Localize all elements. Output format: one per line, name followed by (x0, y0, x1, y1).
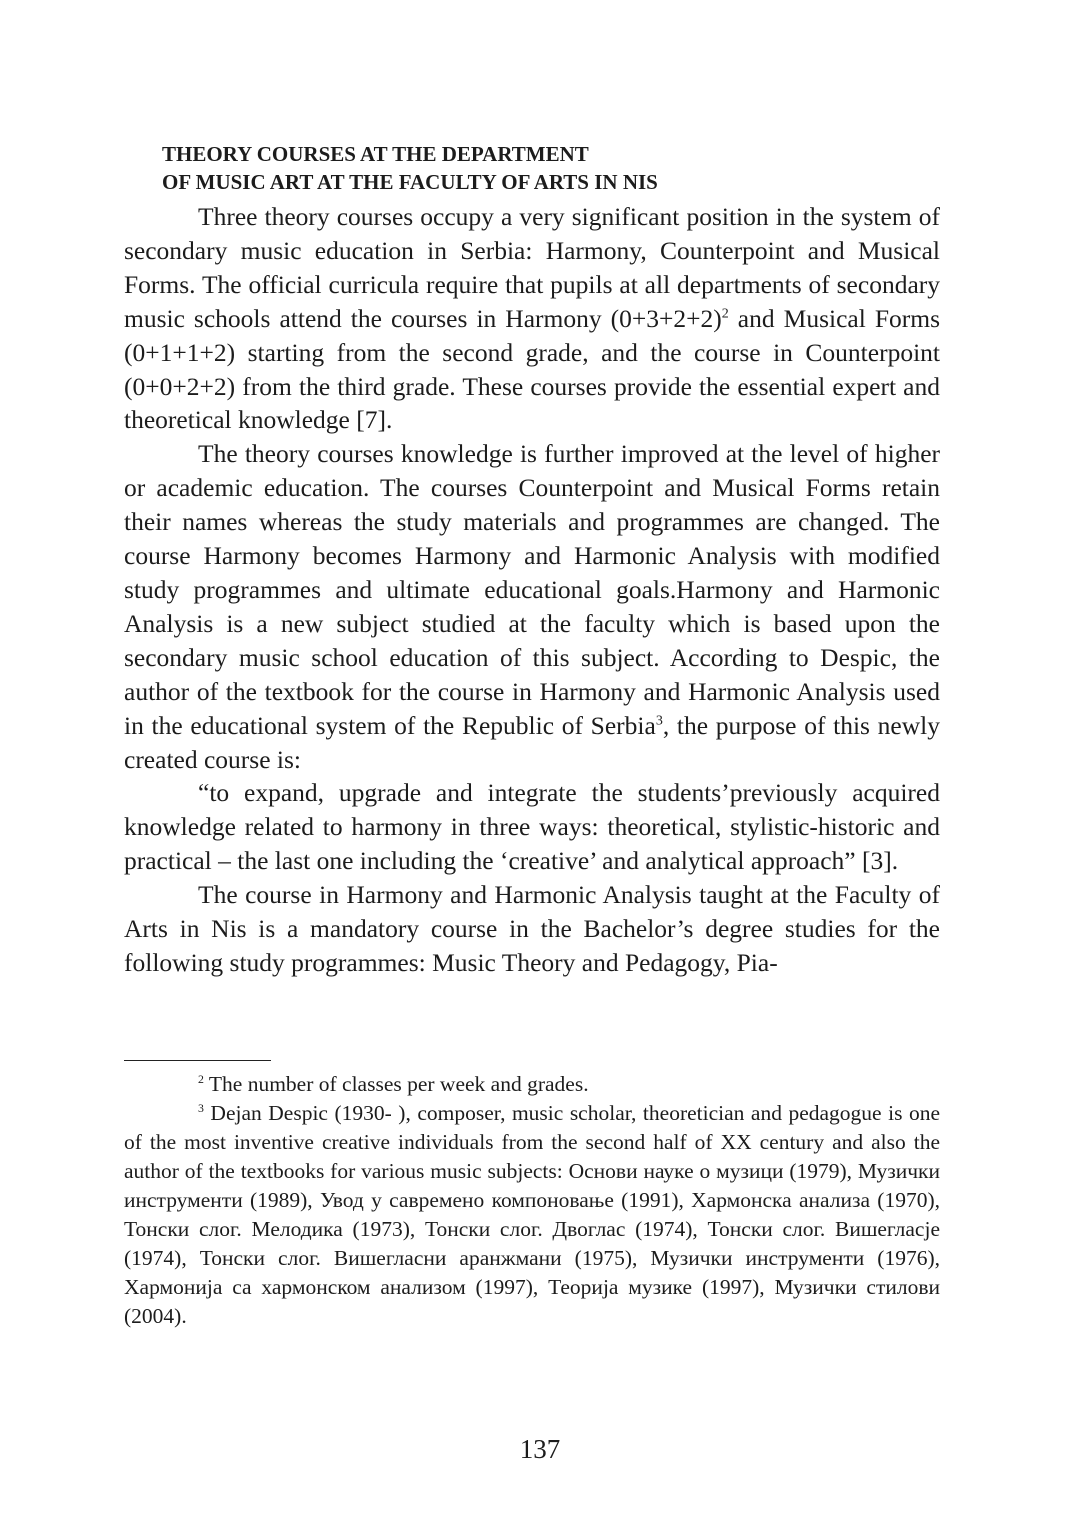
paragraph-2-text-b: , the purpose of this newly created course is: (124, 710, 940, 774)
footnote-divider (124, 1060, 271, 1061)
heading-line-1: THEORY COURSES AT THE DEPARTMENT (162, 142, 589, 166)
footnote-2-number: 2 (198, 1071, 204, 1086)
footnote-2-text: The number of classes per week and grades. (203, 1072, 589, 1096)
heading-line-2: OF MUSIC ART AT THE FACULTY OF ARTS IN NIS (162, 170, 658, 194)
footnote-2 (124, 1070, 940, 1099)
page-number: 137 (519, 1434, 561, 1464)
footnote-ref-2: 2 (721, 306, 729, 322)
paragraph-1 (124, 200, 940, 437)
paragraph-1-text-a: Three theory courses occupy a very significant position in the system of secondary music education in Serbia: Harmony, Counterpoint and Musical Forms. The official curricula require that pupils at all departments of secondary music schools attend the courses in Harmony (0+3+2+2) (124, 202, 940, 333)
footnote-ref-3: 3 (655, 713, 663, 729)
paragraph-3: The course in Harmony and Harmonic Analysis taught at the Faculty of Arts in Nis is a mandatory course in the Bachelor’s degree studies for the following study programmes: Music Theory and Pedagogy, Pia- (124, 880, 940, 977)
paragraph-1-text-b: and Musical Forms (0+1+1+2) starting from the second grade, and the course in Counterpoint (0+0+2+2) from the third grade. These courses provide the essential expert and theoretical knowledge [7]. (124, 303, 940, 435)
footnote-3-text: Dejan Despic (1930- ), composer, music scholar, theoretician and pedagogue is one of the most inventive creative individuals from the second half of XX century and also the author of the textbooks for various music subjects: Основи науке о музици (1979), Музички инструменти (1989), Увод у савремено компоновање (1991), Хармонска анализа (1970), Тонски слог. Мелодика (1973), Тонски слог. Двоглас (1974), Тонски слог. Вишегласје (1974), Тонски слог. Вишегласни аранжмани (1975), Музички инструменти (1976), Хармонија са хармонском анализом (1997), Теорија музике (1997), Музички стилови (2004). (124, 1101, 940, 1328)
section-heading (162, 140, 940, 196)
footnote-3-number: 3 (198, 1100, 204, 1115)
body-text (124, 200, 940, 980)
footnotes (124, 1070, 940, 1331)
paragraph-2 (124, 437, 940, 776)
block-quote: “to expand, upgrade and integrate the students’previously acquired knowledge related to harmony in three ways: theoretical, stylistic-historic and practical – the last one including the ‘creative’ and analytical approach” [3]. (124, 778, 940, 876)
paragraph-2-text-a: The theory courses knowledge is further improved at the level of higher or academic education. The courses Counterpoint and Musical Forms retain their names whereas the study materials and programmes are changed. The course Harmony becomes Harmony and Harmonic Analysis with modified study programmes and ultimate educational goals.Harmony and Harmonic Analysis is a new subject studied at the faculty which is based upon the secondary music school education of this subject. According to Despic, the author of the textbook for the course in Harmony and Harmonic Analysis used in the educational system of the Republic of Serbia (124, 439, 940, 740)
page-content (124, 140, 940, 980)
footnote-3 (124, 1099, 940, 1331)
